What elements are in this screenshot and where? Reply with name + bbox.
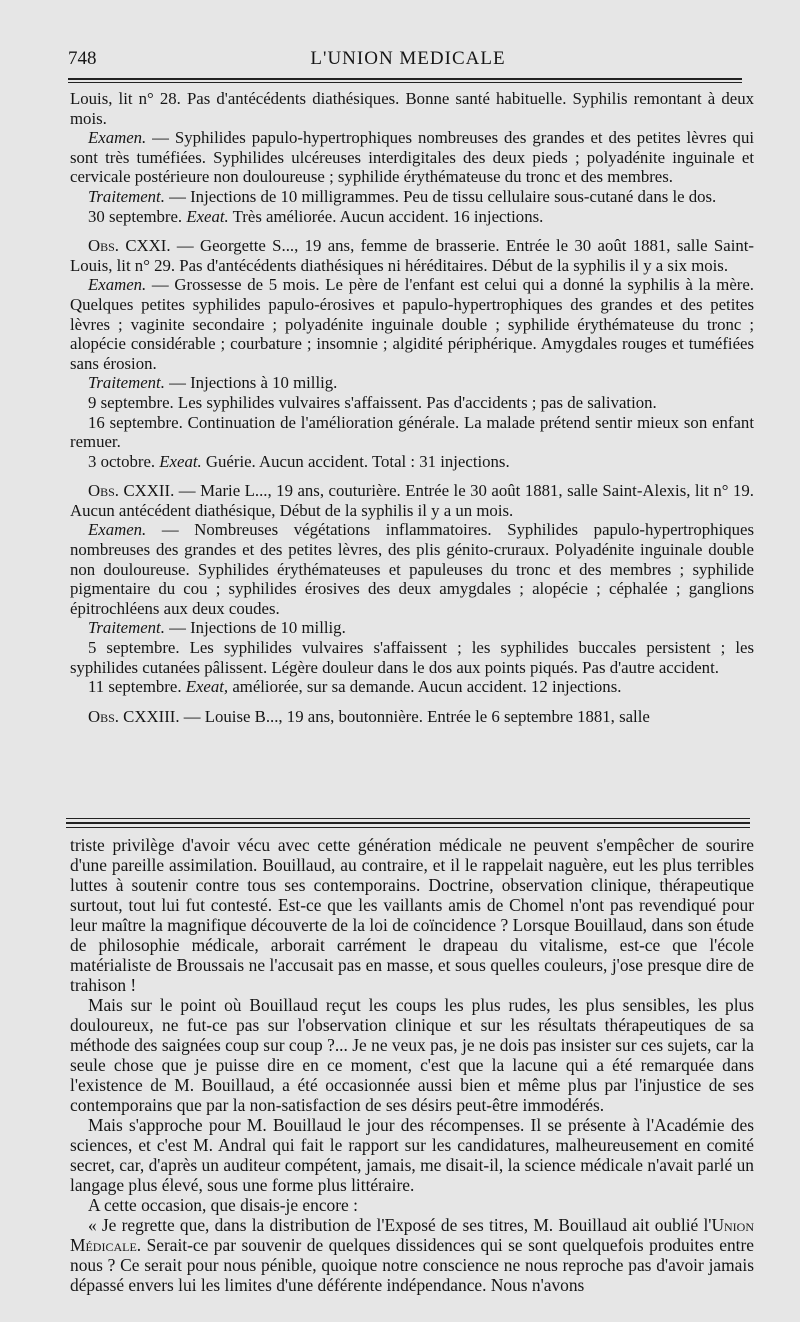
- paragraph: « Je regrette que, dans la distribution de l'Exposé de ses titres, M. Bouillaud ait oublié l'Union Médicale. Serait-ce par souvenir de quelques dissidences qui se sont quelquefois produites entre nous ? Ce serait pour nous pénible, quoique notre conscience ne nous reproche pas d'avoir jamais dépassé envers lui les limites d'une déférente indépendance. Nous n'avons: [70, 1215, 754, 1295]
- paragraph: Louis, lit n° 28. Pas d'antécédents diathésiques. Bonne santé habituelle. Syphilis remontant à deux mois.: [70, 89, 754, 128]
- paragraph: 9 septembre. Les syphilides vulvaires s'affaissent. Pas d'accidents ; pas de salivation.: [88, 392, 657, 412]
- feuilleton-rule-thin: [66, 827, 750, 828]
- feuilleton-rule-thick: [66, 822, 750, 824]
- paragraph: 5 septembre. Les syphilides vulvaires s'affaissent ; les syphilides buccales persistent ; les syphilides cutanées pâlissent. Légère douleur dans le dos aux points piqués. Pas d'autre accident.: [70, 638, 754, 677]
- paragraph: 3 octobre. Exeat. Guérie. Aucun accident. Total : 31 injections.: [88, 451, 510, 471]
- observations-section: [70, 89, 754, 726]
- running-title: L'UNION MEDICALE: [310, 48, 506, 69]
- observation-heading: Obs. CXXII. — Marie L..., 19 ans, couturière. Entrée le 30 août 1881, salle Saint-Alexis, lit n° 19. Aucun antécédent diathésique, Début de la syphilis il y a un mois.: [70, 481, 754, 520]
- paragraph: A cette occasion, que disais-je encore :: [88, 1195, 358, 1215]
- feuilleton-section: [70, 835, 754, 1295]
- section-label: Traitement.: [88, 618, 165, 638]
- section-label: Exeat,: [185, 677, 229, 697]
- section-label: Exeat.: [186, 206, 229, 226]
- observation-number: Obs. CXXIII.: [88, 706, 180, 726]
- paragraph: triste privilège d'avoir vécu avec cette génération médicale ne peuvent s'empêcher de sourire d'une pareille assimilation. Bouillaud, au contraire, et il le rappelait naguère, eut les plus terribles luttes à soutenir contre tous ses contemporains. Doctrine, observation clinique, thérapeutique surtout, tout lui fut contesté. Est-ce que les vaillants amis de Chomel n'ont pas revendiqué pour leur maître la magnifique découverte de la loi de coïncidence ? Lorsque Bouillaud, dans son étude de philosophie médicale, arborait carrément le drapeau du vitalisme, est-ce que l'école matérialiste de Broussais ne l'accusait pas en masse, et sous quelles couleurs, j'ose presque dire de trahison !: [70, 835, 754, 995]
- page-number: 748: [68, 48, 97, 69]
- header-rule-thin: [68, 82, 742, 83]
- observation-heading: Obs. CXXIII. — Louise B..., 19 ans, boutonnière. Entrée le 6 septembre 1881, salle: [88, 706, 650, 726]
- paragraph: Examen. — Nombreuses végétations inflammatoires. Syphilides papulo-hypertrophiques nombreuses des grandes et des petites lèvres, des plis génito-cruraux. Polyadénite inguinale double non douloureuse. Syphilides érythémateuses et papuleuses du tronc et des membres ; syphilide pigmentaire du cou ; syphilides érosives des deux amygdales ; alopécie ; céphalée ; ganglions épitrochléens aux deux coudes.: [70, 520, 754, 618]
- section-label: Traitement.: [88, 186, 165, 206]
- journal-name: Union Médicale: [70, 1215, 754, 1255]
- paragraph: 16 septembre. Continuation de l'amélioration générale. La malade prétend sentir mieux son enfant remuer.: [70, 412, 754, 452]
- observation-number: Obs. CXXI.: [88, 236, 171, 256]
- section-label: Examen.: [88, 275, 147, 295]
- page-header: [68, 42, 748, 70]
- paragraph: 30 septembre. Exeat. Très améliorée. Aucun accident. 16 injections.: [88, 206, 544, 226]
- paragraph: Traitement. — Injections de 10 millig.: [88, 618, 346, 638]
- paragraph: Traitement. — Injections de 10 milligrammes. Peu de tissu cellulaire sous-cutané dans le dos.: [88, 186, 717, 206]
- feuilleton-rule: [66, 818, 750, 819]
- observation-heading: Obs. CXXI. — Georgette S..., 19 ans, femme de brasserie. Entrée le 30 août 1881, salle Saint-Louis, lit n° 29. Pas d'antécédents diathésiques ni héréditaires. Début de la syphilis il y a six mois.: [70, 236, 754, 275]
- section-label: Examen.: [88, 128, 147, 148]
- section-label: Examen.: [88, 520, 147, 540]
- section-label: Exeat.: [159, 451, 202, 471]
- header-rule: [68, 78, 742, 80]
- observation-number: Obs. CXXII.: [88, 481, 175, 501]
- paragraph: Mais sur le point où Bouillaud reçut les coups les plus rudes, les plus sensibles, les plus douloureux, ne fut-ce pas sur l'observation clinique et sur les résultats thérapeutiques de sa méthode des saignées coup sur coup ?... Je ne veux pas, je ne dois pas insister sur ces sujets, car la seule chose que je puisse dire en ce moment, c'est que la lacune qui a été remarquée dans l'existence de M. Bouillaud, a été occasionnée aussi bien et même plus par l'injustice de ses contemporains que par la non-satisfaction de ses désirs peut-être immodérés.: [70, 995, 754, 1115]
- paragraph: Examen. — Grossesse de 5 mois. Le père de l'enfant est celui qui a donné la syphilis à la mère. Quelques petites syphilides papulo-érosives et papulo-hypertrophiques des grandes et des petites lèvres ; vaginite secondaire ; polyadénite inguinale double ; syphilide érythémateuse du tronc ; alopécie considérable ; courbature ; insomnie ; algidité périphérique. Amygdales rouges et tuméfiées sans érosion.: [70, 275, 754, 373]
- section-label: Traitement.: [88, 373, 165, 393]
- paragraph: Examen. — Syphilides papulo-hypertrophiques nombreuses des grandes et des petites lèvres qui sont très tuméfiées. Syphilides ulcéreuses interdigitales des deux pieds ; polyadénite inguinale et cervicale postérieure non douloureuse ; syphilide érythémateuse du tronc et des membres.: [70, 128, 754, 187]
- paragraph: Traitement. — Injections à 10 millig.: [88, 373, 338, 393]
- paragraph: Mais s'approche pour M. Bouillaud le jour des récompenses. Il se présente à l'Académie des sciences, et c'est M. Andral qui fait le rapport sur les candidatures, malheureusement en comité secret, car, d'après un auditeur compétent, jamais, me disait-il, la science médicale n'avait parlé un langage plus élevé, sous une forme plus littéraire.: [70, 1115, 754, 1195]
- paragraph: 11 septembre. Exeat, améliorée, sur sa demande. Aucun accident. 12 injections.: [88, 677, 622, 697]
